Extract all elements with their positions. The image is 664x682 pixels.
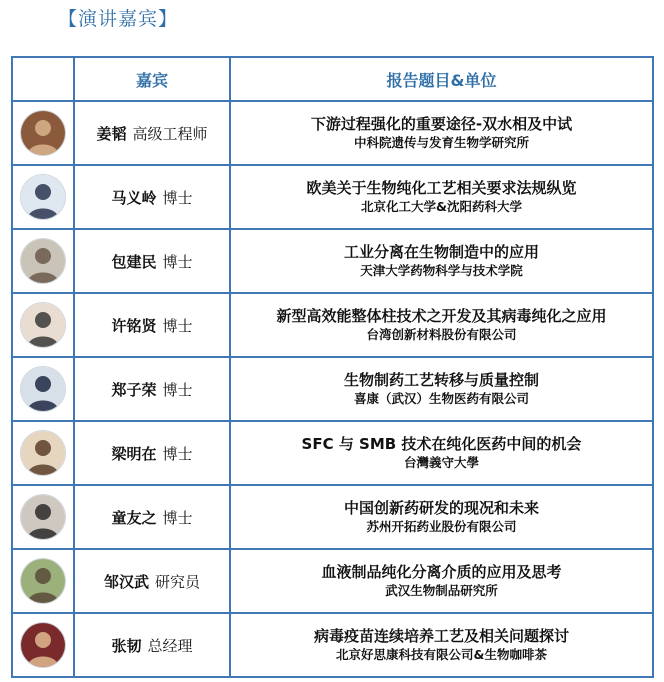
organization: 天津大学药物科学与技术学院 [360,263,523,278]
table-row [12,229,653,293]
guest-name: 邹汉武 [103,572,149,591]
guest-cell [74,421,230,485]
avatar [21,559,65,603]
organization: 中科院遗传与发育生物学研究所 [353,135,529,150]
guest-name: 姜韬 [96,124,127,143]
table-row [12,165,653,229]
topic-cell [230,485,653,549]
portrait-icon [21,303,65,347]
guest-title: 博士 [162,316,193,335]
report-topic: 病毒疫苗连续培养工艺及相关问题探讨 [313,627,569,645]
guest-cell [74,485,230,549]
organization: 北京好思康科技有限公司&生物咖啡茶 [336,647,547,662]
topic-cell [230,101,653,165]
organization: 武汉生物制品研究所 [385,583,498,598]
guest-name: 张韧 [111,636,142,655]
table-row [12,485,653,549]
portrait-icon [21,431,65,475]
organization: 台湾创新材料股份有限公司 [366,327,517,342]
portrait-icon [21,495,65,539]
photo-cell [12,101,74,165]
avatar [21,367,65,411]
portrait-icon [21,559,65,603]
guest-title: 博士 [162,444,193,463]
photo-cell [12,229,74,293]
avatar [21,623,65,667]
portrait-icon [21,623,65,667]
guest-cell [74,613,230,677]
guest-title: 博士 [162,380,193,399]
avatar [21,239,65,283]
report-topic: SFC 与 SMB 技术在纯化医药中间的机会 [301,435,582,453]
guest-name: 马义岭 [111,188,157,207]
guest-cell [74,293,230,357]
topic-cell [230,229,653,293]
table-row [12,101,653,165]
header-photo [12,57,74,101]
topic-cell [230,165,653,229]
header-topic: 报告题目&单位 [230,57,653,101]
avatar [21,111,65,155]
guest-cell [74,357,230,421]
photo-cell [12,613,74,677]
organization: 喜康（武汉）生物医药有限公司 [353,391,529,406]
topic-cell [230,421,653,485]
avatar [21,303,65,347]
organization: 台灣義守大學 [403,455,479,470]
photo-cell [12,485,74,549]
photo-cell [12,549,74,613]
topic-cell [230,357,653,421]
table-header-row [12,57,653,101]
topic-cell [230,613,653,677]
photo-cell [12,165,74,229]
guest-title: 博士 [162,188,193,207]
report-topic: 欧美关于生物纯化工艺相关要求法规纵览 [306,179,577,197]
report-topic: 工业分离在生物制造中的应用 [343,243,539,261]
report-topic: 血液制品纯化分离介质的应用及思考 [321,563,562,581]
report-topic: 生物制药工艺转移与质量控制 [343,371,539,389]
table-row [12,613,653,677]
table-row [12,421,653,485]
guest-title: 研究员 [155,572,201,591]
guest-cell [74,229,230,293]
guest-cell [74,101,230,165]
topic-cell [230,293,653,357]
guest-name: 童友之 [111,508,157,527]
table-row [12,293,653,357]
portrait-icon [21,367,65,411]
photo-cell [12,293,74,357]
avatar [21,431,65,475]
guest-name: 包建民 [111,252,157,271]
guest-cell [74,165,230,229]
topic-cell [230,549,653,613]
section-heading: 【演讲嘉宾】 [58,8,179,30]
guest-title: 博士 [162,508,193,527]
portrait-icon [21,239,65,283]
organization: 北京化工大学&沈阳药科大学 [361,199,522,214]
portrait-icon [21,175,65,219]
report-topic: 下游过程强化的重要途径-双水相及中试 [310,115,573,133]
organization: 苏州开拓药业股份有限公司 [366,519,517,534]
report-topic: 新型高效能整体柱技术之开发及其病毒纯化之应用 [276,307,607,325]
guest-name: 郑子荣 [111,380,157,399]
guest-title: 博士 [162,252,193,271]
table-row [12,357,653,421]
guest-title: 总经理 [147,636,193,655]
header-guest: 嘉宾 [74,57,230,101]
photo-cell [12,421,74,485]
avatar [21,175,65,219]
avatar [21,495,65,539]
guest-name: 梁明在 [111,444,157,463]
guest-cell [74,549,230,613]
table-row [12,549,653,613]
report-topic: 中国创新药研发的现况和未来 [343,499,539,517]
guest-title: 高级工程师 [132,124,208,143]
photo-cell [12,357,74,421]
guest-name: 许铭贤 [111,316,157,335]
speaker-table [11,56,654,678]
portrait-icon [21,111,65,155]
